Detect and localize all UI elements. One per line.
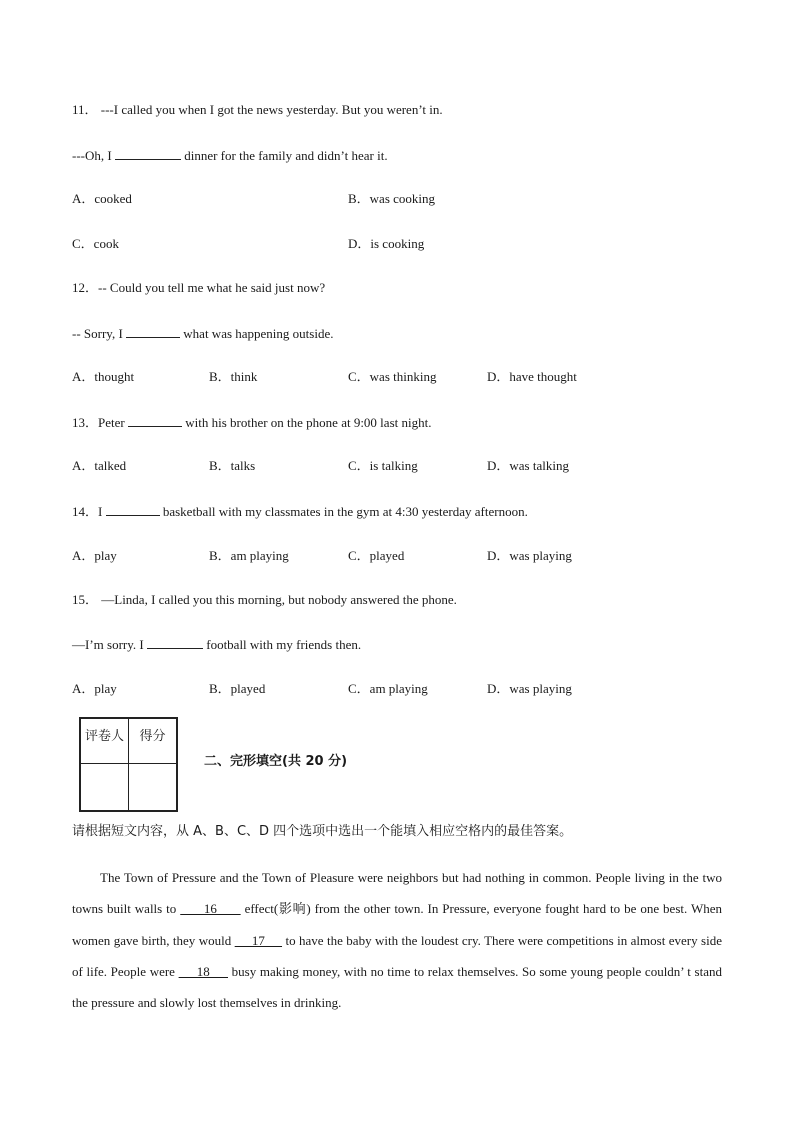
q14-option-d[interactable]: D．was playing [487,548,572,563]
q12-option-d[interactable]: D．have thought [487,369,577,384]
q14-option-a[interactable]: A．play [72,548,117,563]
q15-option-c[interactable]: C．am playing [348,681,428,696]
q15-option-b[interactable]: B．played [209,681,266,696]
score-header: 得分 [129,718,178,764]
answer-blank [128,414,182,427]
q12-dialog: -- Sorry, I what was happening outside. [72,326,334,341]
q11-option-a[interactable]: A．cooked [72,191,132,206]
q11-option-b[interactable]: B．was cooking [348,191,436,206]
section-instruction: 请根据短文内容，从 A、B、C、D 四个选项中选出一个能填入相应空格内的最佳答案。 [72,824,573,839]
q15-option-a[interactable]: A．play [72,681,117,696]
q14-option-b[interactable]: B．am playing [209,548,289,563]
grader-cell[interactable] [80,764,129,812]
grader-header: 评卷人 [80,718,129,764]
q12-option-a[interactable]: A．thought [72,369,135,384]
blank-16: 16 [180,901,241,917]
blank-17: 17 [234,932,283,948]
q13-stem: 13．Peter with his brother on the phone at 9:00 last night. [72,415,432,430]
score-cell[interactable] [129,764,178,812]
blank-18: 18 [178,963,228,979]
q11-dialog: ---Oh, I dinner for the family and didn’t hear it. [72,148,388,163]
q12-option-b[interactable]: B．think [209,369,258,384]
q14-option-c[interactable]: C．played [348,548,405,563]
q12-option-c[interactable]: C．was thinking [348,369,437,384]
q15-dialog: —I’m sorry. I football with my friends then. [72,637,362,652]
q15-option-d[interactable]: D．was playing [487,681,572,696]
section-title: 二、完形填空(共 20 分) [204,754,348,769]
answer-blank [106,503,160,516]
q14-stem: 14．I basketball with my classmates in the gym at 4:30 yesterday afternoon. [72,504,528,519]
q11-option-d[interactable]: D．is cooking [348,236,425,251]
q11-stem: 11． ---I called you when I got the news yesterday. But you weren’t in. [72,102,443,117]
q13-option-d[interactable]: D．was talking [487,458,569,473]
q12-stem: 12．-- Could you tell me what he said just now? [72,280,326,295]
answer-blank [147,636,203,649]
q13-option-c[interactable]: C．is talking [348,458,418,473]
q15-stem: 15． —Linda, I called you this morning, but nobody answered the phone. [72,592,457,607]
q11-option-c[interactable]: C．cook [72,236,119,251]
score-table [79,717,178,812]
q13-option-a[interactable]: A．talked [72,458,127,473]
answer-blank [115,147,181,160]
cloze-passage: The Town of Pressure and the Town of Pleasure were neighbors but had nothing in common. People living in the two towns built walls to 16 effect(影响) from the other town. In Pressure, everyone fought hard to be one best. When women gave birth, they would 17 to have the baby with the loudest cry. There were competitions in almost every side of life. People were 18 busy making money, with no time to relax themselves. So some young people couldn’ t stand the pressure and slowly lost themselves in drinking. [72,870,723,1011]
answer-blank [126,325,180,338]
q13-option-b[interactable]: B．talks [209,458,256,473]
